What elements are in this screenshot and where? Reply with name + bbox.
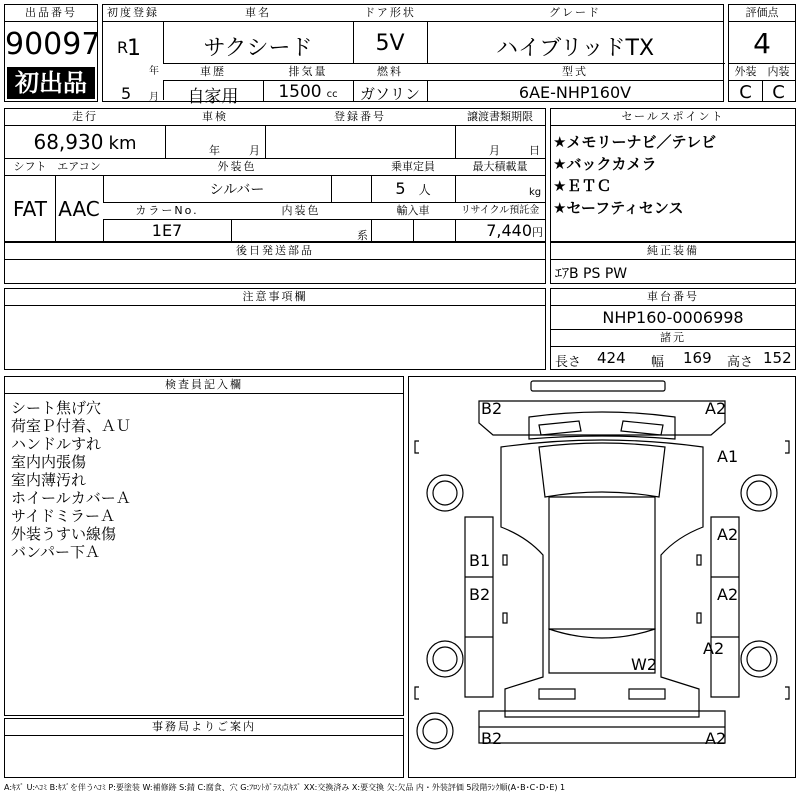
grade: ハイブリッドTX [495,36,655,61]
sales-points-label: セールスポイント [551,109,795,126]
reg-no [265,126,456,158]
damage-mark-right-quarter: A2 [703,639,725,658]
mileage-value: 68,930 [33,130,104,154]
history-label: 車歴 [163,64,264,81]
recycle-label: リサイクル預託金 [455,203,545,220]
ac-label: エアコン [55,159,104,176]
capacity-unit: 人 [418,183,431,197]
ext-color: シルバー [209,182,265,198]
genuine-equipment-box [550,242,796,284]
color-no: 1E7 [151,221,183,240]
door-label: ドア形状 [353,5,428,22]
office-notice-label: 事務局よりご案内 [5,719,403,736]
spec-grid [4,108,546,242]
office-notice-box [4,718,404,778]
first-reg-era [103,22,164,103]
era: R [117,38,129,57]
chassis-label: 車台番号 [551,289,795,306]
damage-mark-right-front-door: A2 [717,525,739,544]
door-type: 5V [375,31,405,56]
length-label: 長さ [555,355,582,370]
car-outline-diagram [409,377,795,777]
height: 152 [763,349,792,367]
lot-number-box [4,4,101,102]
mileage-label: 走行 [5,109,166,126]
inspector-line: 荷室Ｐ付着、ＡＵ [11,417,132,435]
genuine-equipment: ｴｱB PS PW [555,266,628,282]
month-num: 5 [121,84,132,103]
genuine-equipment-label: 純正装備 [551,243,795,260]
inspection-label: 車検 [165,109,266,126]
inspection [165,126,266,158]
import-label: 輸入車 [371,203,456,220]
transfer-label: 譲渡書類期限 [455,109,545,126]
ext-color-label: 外装色 [103,159,372,176]
recycle [455,221,545,240]
first-reg-label: 初度登録 [103,5,164,22]
car-name: サクシード [203,36,313,61]
exterior-label: 外装 [729,64,763,81]
chassis-number: NHP160-0006998 [602,308,744,327]
damage-mark-left-rear-door: B2 [469,585,491,604]
model: 6AE-NHP160V [518,83,632,102]
displacement [263,82,353,102]
insp-month-unit: 月 [249,144,260,157]
lot-number-label: 出品番号 [5,5,97,22]
later-parts-label: 後日発送部品 [5,243,545,260]
ac: AAC [58,197,100,221]
fuel-label: 燃料 [353,64,428,81]
inspector-line: シート焦げ穴 [11,399,102,417]
recycle-unit: 円 [532,226,543,239]
sales-point-item: ★ＥＴＣ [553,177,612,195]
damage-mark-roof-rear: W2 [631,655,657,674]
lot-number: 90097 [5,27,101,62]
int-color-label: 内装色 [231,203,372,220]
chassis-box [550,288,796,370]
year-num: 1 [127,36,141,61]
damage-mark-front-left: B2 [481,399,503,418]
year-unit: 年 [149,66,159,77]
inspector-line: サイドミラーＡ [11,507,115,525]
inspector-line: バンパー下Ａ [11,543,100,561]
exterior-grade: C [739,82,752,103]
damage-mark-left-front-door: B1 [469,551,491,570]
color-no-label: カラーNo. [103,203,232,220]
inspector-line: 室内内張傷 [11,453,87,471]
damage-diagram [408,376,796,778]
damage-mark-front-right: A2 [705,399,727,418]
damage-mark-right-rear-door: A2 [717,585,739,604]
inspector-line: ホイールカバーＡ [11,489,131,507]
mileage [5,126,166,158]
fuel: ガソリン [359,85,420,103]
inspector-line: ハンドルすれ [11,435,102,453]
displacement-value: 1500 [278,82,322,102]
later-parts-box [4,242,546,284]
reg-no-label: 登録番号 [265,109,456,126]
month-unit: 月 [149,92,159,103]
capacity [371,179,455,198]
max-load-unit: kg [529,187,542,198]
sales-point-item: ★セーフティセンス [553,199,684,217]
model-label: 型式 [427,64,723,81]
damage-mark-rear-right: A2 [705,729,727,748]
shift-label: シフト [5,159,56,176]
max-load-label: 最大積載量 [455,159,545,176]
car-name-label: 車名 [163,5,354,22]
dims-label: 諸元 [551,329,795,347]
int-color-suffix: 系 [357,229,368,242]
displacement-unit: cc [326,89,338,100]
width: 169 [683,349,712,367]
legend: A:ｷｽﾞ U:ﾍｺﾐ B:ｷｽﾞを伴うﾍｺﾐ P:要塗装 W:補修跡 S:錆 C:腐食、穴 G:ﾌﾛﾝﾄｶﾞﾗｽ点ｷｽﾞ XX:交換済み X:要交換 欠:欠品 内・外装評価 5段階ﾗﾝｸ順(A･B･C･D･E) 1 [4,783,566,792]
transfer-month-unit: 月 [489,144,500,157]
first-listing-badge: 初出品 [7,67,95,99]
height-label: 高さ [727,355,754,370]
vehicle-header-grid [102,4,724,107]
insp-year-unit: 年 [209,144,220,157]
width-label: 幅 [651,355,665,370]
shift: FAT [12,197,47,221]
damage-mark-rear-left: B2 [481,729,503,748]
sales-points-box [550,108,796,242]
length: 424 [597,349,626,367]
sales-point-item: ★メモリーナビ／テレビ [553,133,717,151]
inspector-line: 外装うすい線傷 [11,525,117,543]
grade-label: グレード [427,5,723,22]
sales-point-item: ★バックカメラ [553,155,657,173]
notes-label: 注意事項欄 [5,289,545,306]
score-label: 評価点 [729,5,795,22]
mileage-unit: km [108,133,137,154]
inspector-label: 検査員記入欄 [5,377,403,394]
score: 4 [753,27,771,60]
displacement-label: 排気量 [263,64,354,81]
capacity-label: 乗車定員 [371,159,456,176]
notes-box [4,288,546,370]
inspector-line: 室内薄汚れ [11,471,87,489]
interior-label: 内装 [762,64,795,81]
interior-grade: C [772,82,785,103]
damage-mark-hood-right: A1 [717,447,739,466]
inspector-box [4,376,404,716]
transfer-day-unit: 日 [529,144,540,157]
transfer [455,126,545,158]
capacity-value: 5 [395,179,406,198]
score-box [728,4,796,102]
history: 自家用 [187,87,239,107]
recycle-value: 7,440 [486,221,532,240]
